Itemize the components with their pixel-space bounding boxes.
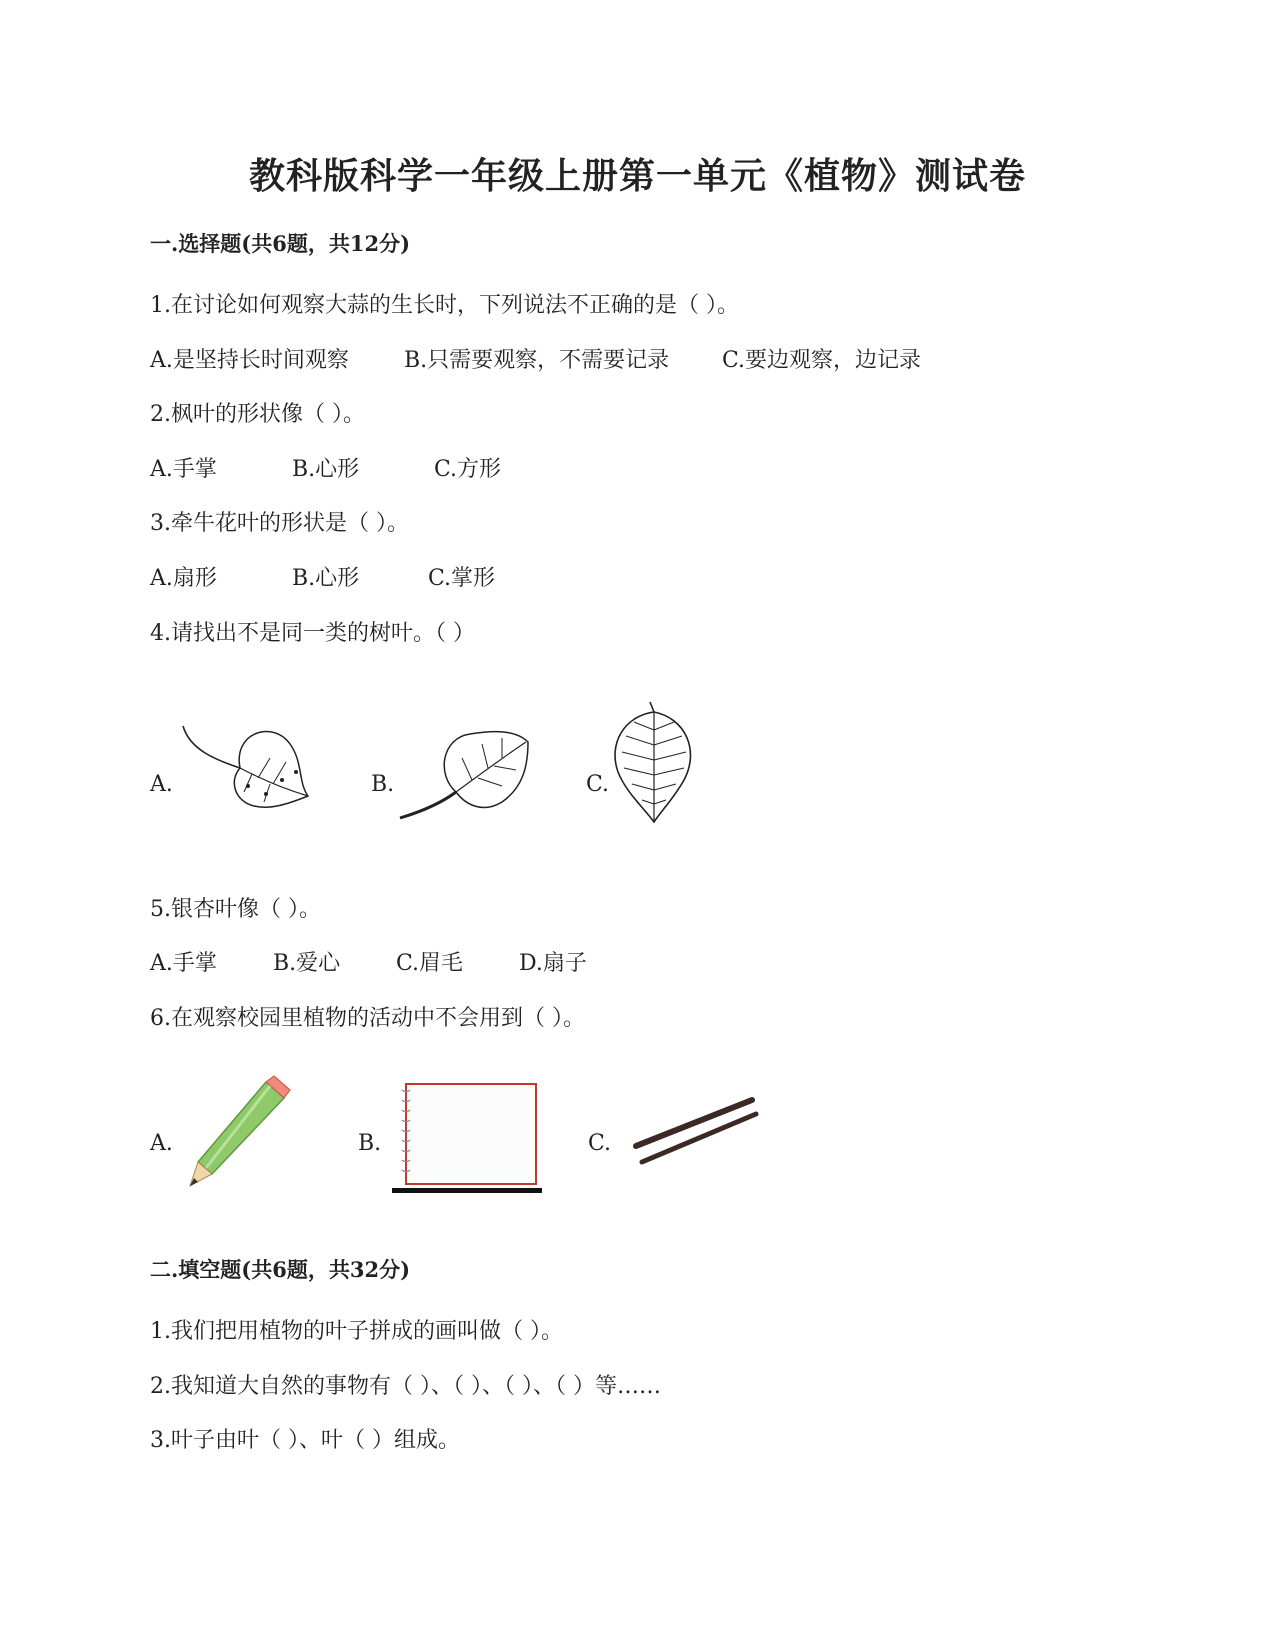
option-a: A.手掌 [150, 457, 217, 482]
pencil-image [186, 1072, 296, 1192]
leaf-c-image [610, 700, 700, 825]
option-d: D.扇子 [519, 951, 587, 976]
question-1: 1.在讨论如何观察大蒜的生长时，下列说法不正确的是（ ）。 [150, 293, 739, 318]
fill-question-3: 3.叶子由叶（ ）、叶（ ）组成。 [150, 1428, 460, 1453]
q6-label-c: C. [588, 1131, 612, 1156]
leaf-b-image [398, 728, 538, 824]
option-b: B.心形 [292, 566, 360, 591]
option-a: A.是坚持长时间观察 [150, 348, 349, 373]
q4-label-b: B. [371, 772, 395, 797]
option-a: A.手掌 [150, 951, 217, 976]
fill-question-2: 2.我知道大自然的事物有（ ）、（ ）、（ ）、（ ）等…… [150, 1374, 661, 1399]
section-heading-fill: 二.填空题(共6题，共32分) [150, 1257, 411, 1282]
q4-label-a: A. [150, 772, 173, 797]
option-c: C.方形 [434, 457, 502, 482]
question-1-options [150, 343, 921, 374]
chopsticks-image [630, 1090, 760, 1170]
question-6: 6.在观察校园里植物的活动中不会用到（ ）。 [150, 1006, 585, 1031]
option-b: B.心形 [292, 457, 360, 482]
question-4: 4.请找出不是同一类的树叶。（ ） [150, 621, 475, 646]
option-c: C.要边观察，边记录 [722, 348, 922, 373]
notebook-image [392, 1078, 542, 1194]
fill-question-1: 1.我们把用植物的叶子拼成的画叫做（ ）。 [150, 1319, 563, 1344]
page-title: 教科版科学一年级上册第一单元《植物》测试卷 [248, 155, 1026, 197]
q4-label-c: C. [586, 772, 610, 797]
option-c: C.眉毛 [396, 951, 464, 976]
option-a: A.扇形 [150, 566, 217, 591]
question-2: 2.枫叶的形状像（ ）。 [150, 402, 365, 427]
question-3: 3.牵牛花叶的形状是（ ）。 [150, 511, 409, 536]
question-5-options [150, 946, 587, 977]
option-c: C.掌形 [428, 566, 496, 591]
option-b: B.爱心 [273, 951, 341, 976]
q6-label-a: A. [150, 1131, 173, 1156]
leaf-a-image [178, 722, 318, 817]
question-5: 5.银杏叶像（ ）。 [150, 897, 321, 922]
option-b: B.只需要观察，不需要记录 [404, 348, 670, 373]
section-heading-choice: 一.选择题(共6题，共12分) [150, 231, 411, 256]
q6-label-b: B. [358, 1131, 382, 1156]
question-3-options [150, 561, 495, 592]
question-2-options [150, 452, 501, 483]
